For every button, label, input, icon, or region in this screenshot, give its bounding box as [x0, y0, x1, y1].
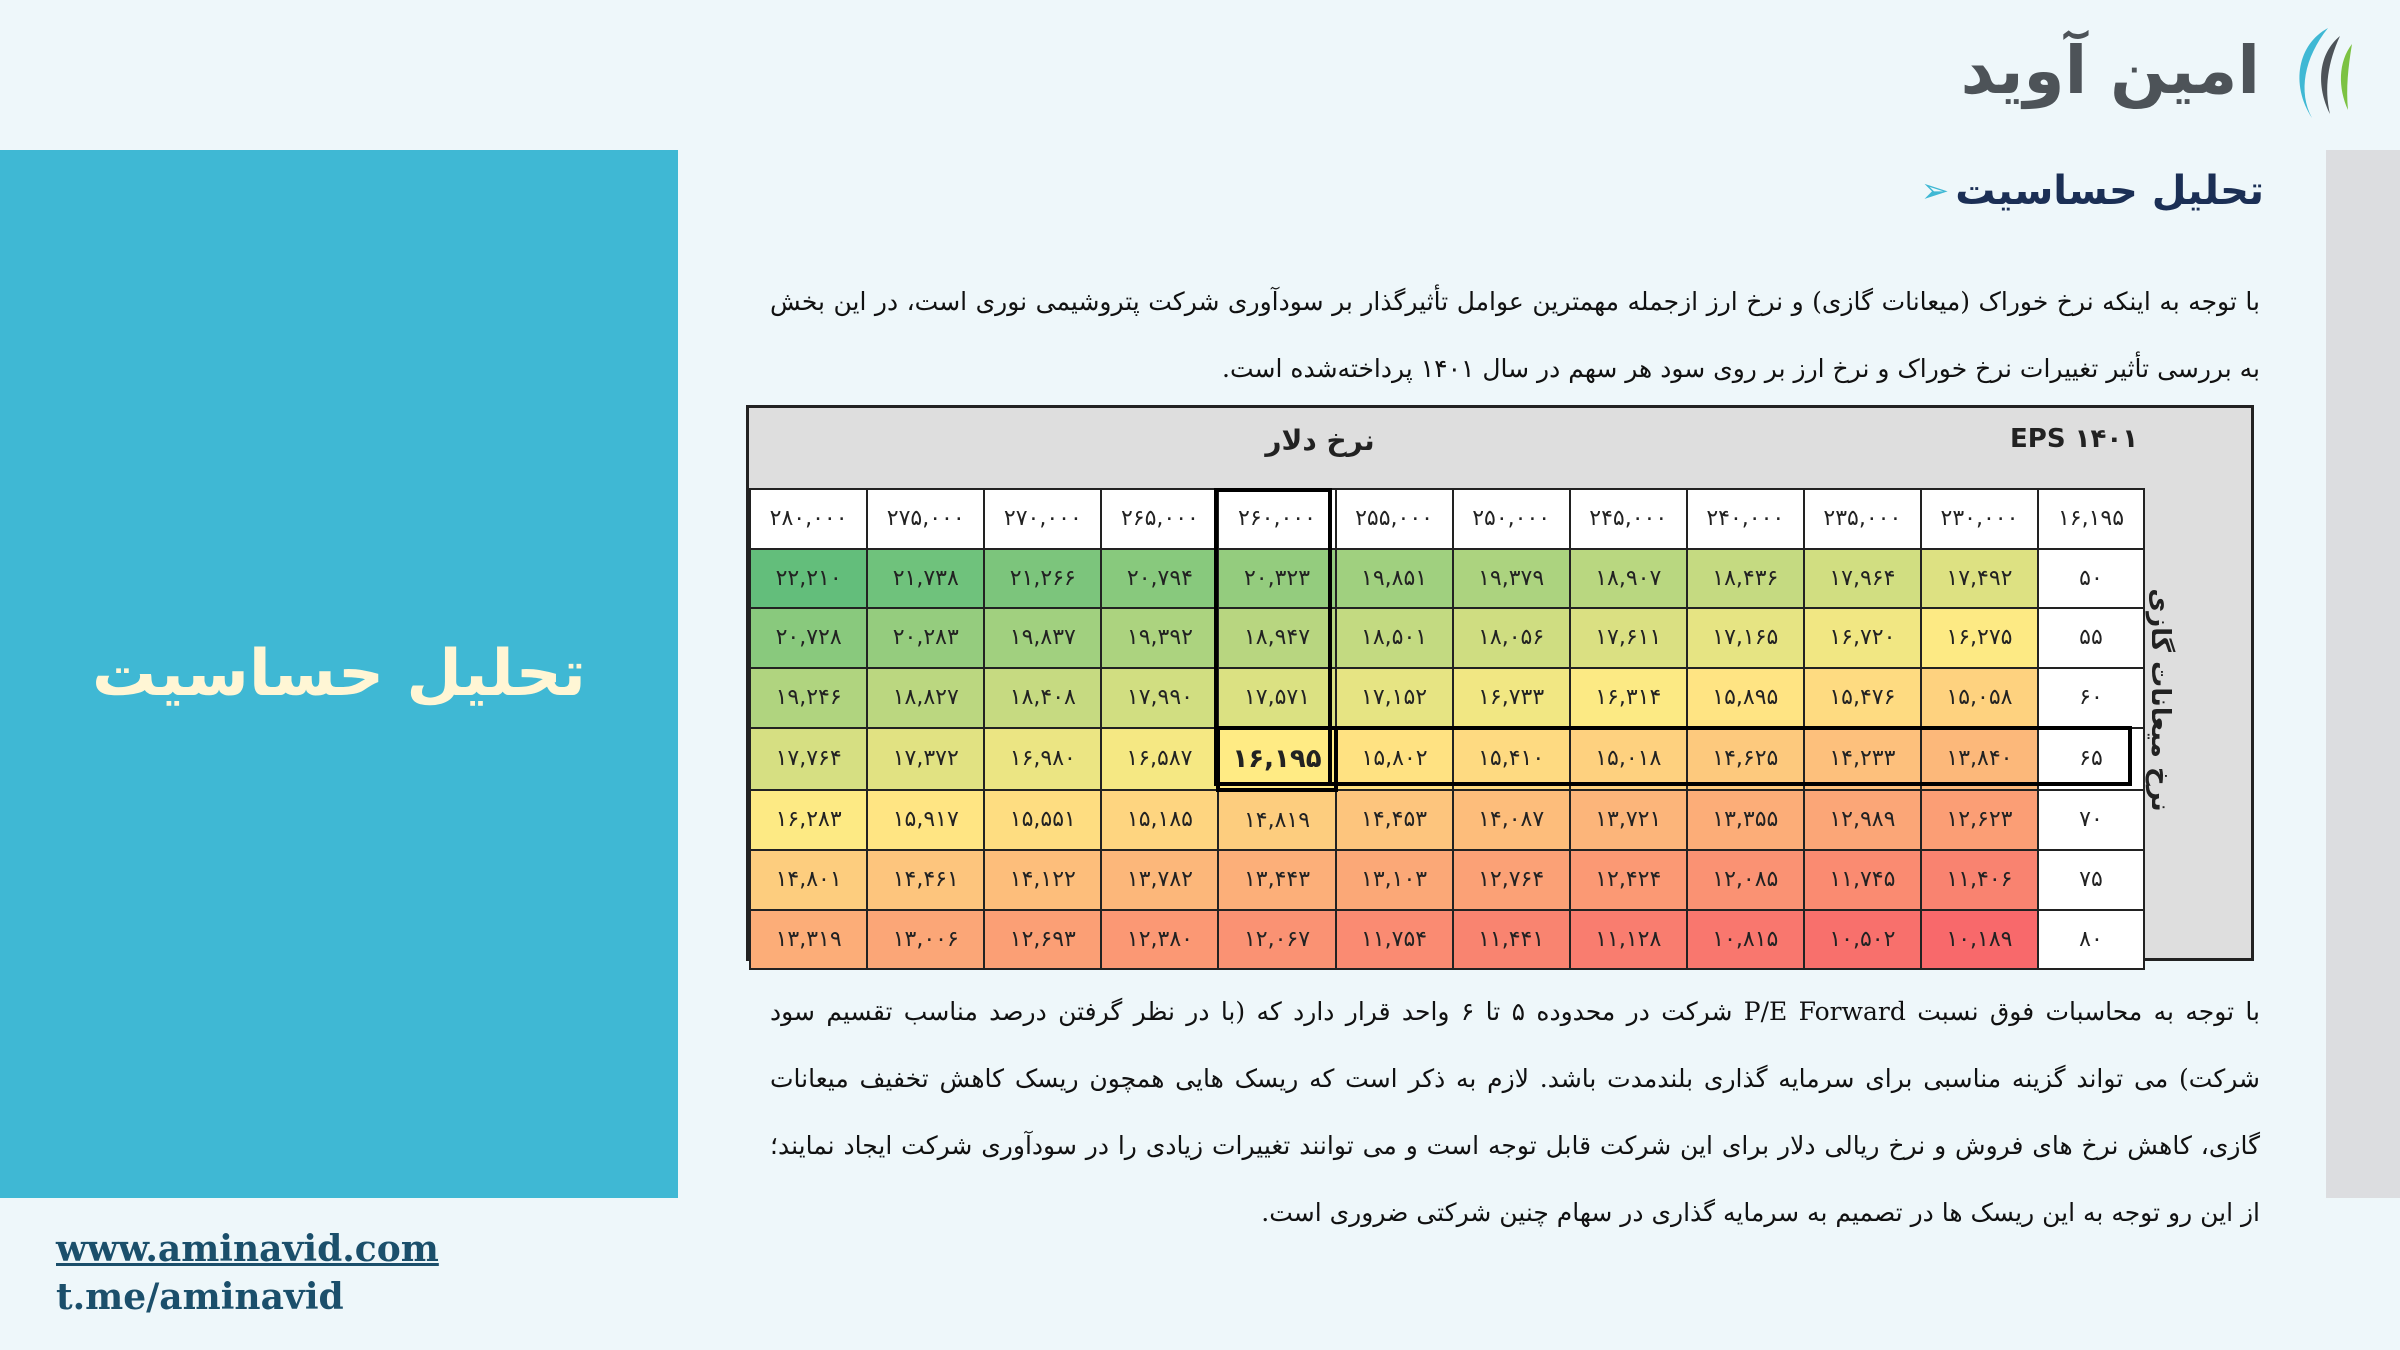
eps-cell: ۲۰,۷۹۴ [1101, 549, 1218, 609]
eps-cell: ۱۵,۸۹۵ [1687, 668, 1804, 729]
eps-cell: ۱۸,۸۲۷ [867, 668, 984, 729]
eps-cell: ۱۹,۳۹۲ [1101, 608, 1218, 668]
brand-logo [1960, 20, 2360, 130]
website-link[interactable]: www.aminavid.com [56, 1228, 439, 1270]
eps-cell: ۱۲,۰۸۵ [1687, 850, 1804, 910]
eps-cell: ۱۵,۹۱۷ [867, 790, 984, 851]
eps-cell: ۱۲,۳۸۰ [1101, 910, 1218, 970]
eps-cell: ۱۳,۱۰۳ [1336, 850, 1453, 910]
base-eps-cell: ۱۶,۱۹۵ [1218, 728, 1335, 790]
eps-cell: ۱۵,۰۱۸ [1570, 728, 1687, 790]
eps-label: EPS ۱۴۰۱ [2010, 424, 2139, 454]
eps-cell: ۱۹,۸۵۱ [1336, 549, 1453, 609]
eps-cell: ۱۹,۸۳۷ [984, 608, 1101, 668]
eps-cell: ۱۶,۷۲۰ [1804, 608, 1921, 668]
eps-cell: ۱۷,۶۱۱ [1570, 608, 1687, 668]
gas-rate-row-header: ۸۰ [2038, 910, 2144, 970]
eps-cell: ۱۲,۶۲۳ [1921, 790, 2038, 851]
eps-cell: ۱۷,۹۶۴ [1804, 549, 1921, 609]
eps-cell: ۱۴,۸۱۹ [1218, 790, 1335, 851]
eps-cell: ۱۷,۹۹۰ [1101, 668, 1218, 729]
eps-cell: ۱۴,۴۵۳ [1336, 790, 1453, 851]
dollar-rate-column-header: ۲۷۵,۰۰۰ [867, 489, 984, 549]
eps-cell: ۲۱,۲۶۶ [984, 549, 1101, 609]
eps-cell: ۲۰,۷۲۸ [750, 608, 867, 668]
eps-cell: ۱۸,۴۳۶ [1687, 549, 1804, 609]
section-title: تحلیل حساسیت [1955, 168, 2264, 214]
gas-rate-row-header: ۷۵ [2038, 850, 2144, 910]
eps-cell: ۱۸,۵۰۱ [1336, 608, 1453, 668]
eps-cell: ۱۲,۹۸۹ [1804, 790, 1921, 851]
gas-rate-label: نرخ میعانات گازی [2145, 588, 2175, 812]
eps-cell: ۱۰,۱۸۹ [1921, 910, 2038, 970]
eps-cell: ۱۷,۴۹۲ [1921, 549, 2038, 609]
table-row [750, 728, 2144, 790]
eps-cell: ۱۱,۱۲۸ [1570, 910, 1687, 970]
eps-cell: ۱۷,۳۷۲ [867, 728, 984, 790]
telegram-link[interactable]: t.me/aminavid [56, 1276, 344, 1318]
eps-cell: ۱۳,۴۴۳ [1218, 850, 1335, 910]
eps-cell: ۱۷,۷۶۴ [750, 728, 867, 790]
table-row [750, 850, 2144, 910]
eps-cell: ۱۲,۰۶۷ [1218, 910, 1335, 970]
eps-cell: ۱۶,۵۸۷ [1101, 728, 1218, 790]
arrow-icon: ➢ [1920, 171, 1950, 211]
eps-cell: ۱۳,۳۵۵ [1687, 790, 1804, 851]
table-row [750, 668, 2144, 729]
eps-cell: ۱۰,۵۰۲ [1804, 910, 1921, 970]
eps-cell: ۱۳,۰۰۶ [867, 910, 984, 970]
dollar-rate-column-header: ۲۶۰,۰۰۰ [1218, 489, 1335, 549]
eps-cell: ۱۲,۴۲۴ [1570, 850, 1687, 910]
eps-cell: ۱۴,۲۳۳ [1804, 728, 1921, 790]
gas-rate-row-header: ۵۵ [2038, 608, 2144, 668]
dollar-rate-column-header: ۲۸۰,۰۰۰ [750, 489, 867, 549]
intro-paragraph: با توجه به اینکه نرخ خوراک (میعانات گازی) و نرخ ارز ازجمله مهمترین عوامل تأثیرگذار بر سودآوری شرکت پتروشیمی نوری است، در این بخش به بررسی تأثیر تغییرات نرخ خوراک و نرخ ارز بر روی سود هر سهم در سال ۱۴۰۱ پرداخته‌شده است. [770, 287, 2260, 383]
table-row [750, 608, 2144, 668]
dollar-rate-column-header: ۲۴۰,۰۰۰ [1687, 489, 1804, 549]
side-panel-title: تحلیل حساسیت [92, 637, 586, 711]
eps-cell: ۱۱,۴۴۱ [1453, 910, 1570, 970]
eps-cell: ۱۶,۳۱۴ [1570, 668, 1687, 729]
footer-links [56, 1225, 439, 1321]
dollar-rate-column-header: ۲۳۵,۰۰۰ [1804, 489, 1921, 549]
eps-cell: ۱۵,۰۵۸ [1921, 668, 2038, 729]
eps-cell: ۱۵,۴۷۶ [1804, 668, 1921, 729]
dollar-rate-column-header: ۲۵۵,۰۰۰ [1336, 489, 1453, 549]
dollar-rate-header-row [750, 489, 2144, 549]
dollar-rate-column-header: ۲۶۵,۰۰۰ [1101, 489, 1218, 549]
eps-cell: ۱۵,۴۱۰ [1453, 728, 1570, 790]
eps-cell: ۱۴,۸۰۱ [750, 850, 867, 910]
sensitivity-table [749, 488, 2145, 970]
logo-icon [2268, 22, 2360, 122]
eps-cell: ۱۶,۲۷۵ [1921, 608, 2038, 668]
eps-cell: ۱۱,۷۴۵ [1804, 850, 1921, 910]
eps-cell: ۲۰,۳۲۳ [1218, 549, 1335, 609]
dollar-rate-column-header: ۲۳۰,۰۰۰ [1921, 489, 2038, 549]
eps-cell: ۱۲,۷۶۴ [1453, 850, 1570, 910]
eps-cell: ۱۲,۶۹۳ [984, 910, 1101, 970]
dollar-rate-label: نرخ دلار [1265, 424, 1375, 457]
eps-cell: ۱۷,۱۵۲ [1336, 668, 1453, 729]
gas-rate-row-header: ۵۰ [2038, 549, 2144, 609]
eps-cell: ۱۳,۷۸۲ [1101, 850, 1218, 910]
logo-text: امین آوید [1960, 32, 2260, 109]
eps-cell: ۱۷,۱۶۵ [1687, 608, 1804, 668]
corner-base-eps: ۱۶,۱۹۵ [2038, 489, 2144, 549]
eps-cell: ۱۱,۷۵۴ [1336, 910, 1453, 970]
gas-rate-row-header: ۶۰ [2038, 668, 2144, 729]
table-row [750, 549, 2144, 609]
eps-cell: ۱۹,۳۷۹ [1453, 549, 1570, 609]
eps-cell: ۱۳,۸۴۰ [1921, 728, 2038, 790]
eps-cell: ۱۸,۴۰۸ [984, 668, 1101, 729]
dollar-rate-column-header: ۲۴۵,۰۰۰ [1570, 489, 1687, 549]
eps-cell: ۱۶,۹۸۰ [984, 728, 1101, 790]
eps-cell: ۱۷,۵۷۱ [1218, 668, 1335, 729]
section-heading [1921, 168, 2264, 214]
eps-cell: ۱۴,۱۲۲ [984, 850, 1101, 910]
eps-cell: ۱۴,۶۲۵ [1687, 728, 1804, 790]
table-row [750, 790, 2144, 851]
eps-cell: ۱۰,۸۱۵ [1687, 910, 1804, 970]
eps-cell: ۱۶,۲۸۳ [750, 790, 867, 851]
eps-cell: ۱۹,۲۴۶ [750, 668, 867, 729]
eps-cell: ۲۲,۲۱۰ [750, 549, 867, 609]
eps-cell: ۲۱,۷۳۸ [867, 549, 984, 609]
eps-cell: ۱۳,۳۱۹ [750, 910, 867, 970]
eps-cell: ۱۵,۵۵۱ [984, 790, 1101, 851]
eps-cell: ۱۵,۸۰۲ [1336, 728, 1453, 790]
eps-cell: ۱۱,۴۰۶ [1921, 850, 2038, 910]
right-strip [2326, 150, 2400, 1198]
eps-cell: ۲۰,۲۸۳ [867, 608, 984, 668]
eps-cell: ۱۸,۹۰۷ [1570, 549, 1687, 609]
eps-cell: ۱۸,۹۴۷ [1218, 608, 1335, 668]
gas-rate-row-header: ۶۵ [2038, 728, 2144, 790]
conclusion-paragraph: با توجه به محاسبات فوق نسبت P/E Forward شرکت در محدوده ۵ تا ۶ واحد قرار دارد که (با در نظر گرفتن درصد مناسب تقسیم سود شرکت) می تواند گزینه مناسبی برای سرمایه گذاری بلندمدت باشد. لازم به ذکر است که ریسک هایی همچون ریسک کاهش تخفیف میعانات گازی، کاهش نرخ های فروش و نرخ ریالی دلار برای این شرکت قابل توجه است و می توانند تغییرات زیادی را در سودآوری شرکت ایجاد نمایند؛ از این رو توجه به این ریسک ها در تصمیم به سرمایه گذاری در سهام چنین شرکتی ضروری است. [770, 997, 2261, 1227]
gas-rate-row-header: ۷۰ [2038, 790, 2144, 851]
eps-cell: ۱۴,۴۶۱ [867, 850, 984, 910]
dollar-rate-column-header: ۲۷۰,۰۰۰ [984, 489, 1101, 549]
eps-cell: ۱۵,۱۸۵ [1101, 790, 1218, 851]
dollar-rate-column-header: ۲۵۰,۰۰۰ [1453, 489, 1570, 549]
eps-cell: ۱۶,۷۳۳ [1453, 668, 1570, 729]
table-row [750, 910, 2144, 970]
eps-cell: ۱۴,۰۸۷ [1453, 790, 1570, 851]
eps-cell: ۱۸,۰۵۶ [1453, 608, 1570, 668]
eps-cell: ۱۳,۷۲۱ [1570, 790, 1687, 851]
